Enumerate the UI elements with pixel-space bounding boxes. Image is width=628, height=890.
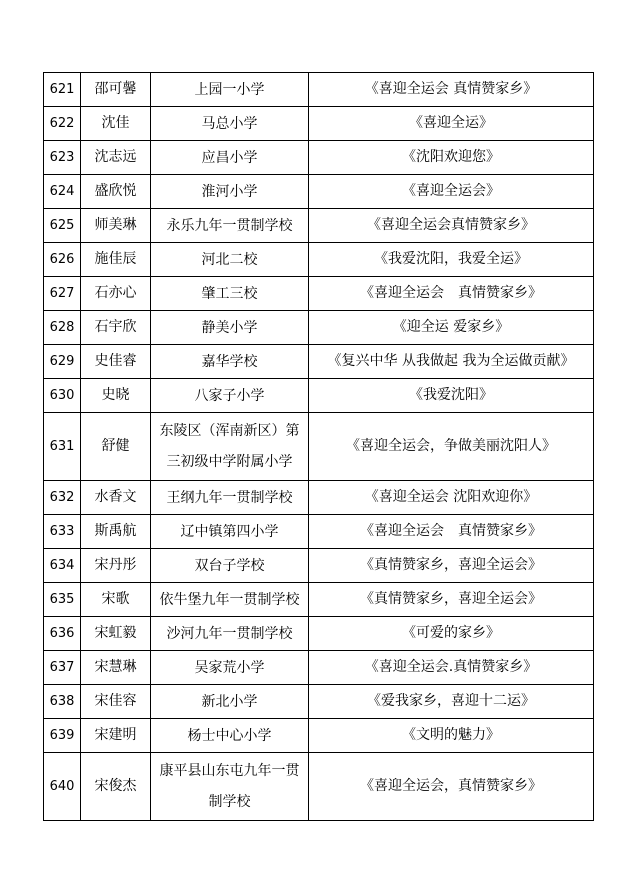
row-number: 628 bbox=[44, 311, 81, 345]
work-title: 《喜迎全运会 真情赞家乡》 bbox=[309, 277, 594, 311]
table-row bbox=[44, 753, 594, 821]
work-title: 《可爱的家乡》 bbox=[309, 617, 594, 651]
school-name: 依牛堡九年一贯制学校 bbox=[151, 583, 309, 617]
row-number: 624 bbox=[44, 175, 81, 209]
work-title: 《文明的魅力》 bbox=[309, 719, 594, 753]
work-title: 《迎全运 爱家乡》 bbox=[309, 311, 594, 345]
row-number: 631 bbox=[44, 413, 81, 481]
roster-table bbox=[43, 72, 594, 821]
school-name: 嘉华学校 bbox=[151, 345, 309, 379]
school-name: 沙河九年一贯制学校 bbox=[151, 617, 309, 651]
row-number: 629 bbox=[44, 345, 81, 379]
school-name: 马总小学 bbox=[151, 107, 309, 141]
student-name: 宋虹毅 bbox=[81, 617, 151, 651]
work-title: 《爱我家乡，喜迎十二运》 bbox=[309, 685, 594, 719]
row-number: 637 bbox=[44, 651, 81, 685]
row-number: 635 bbox=[44, 583, 81, 617]
row-number: 639 bbox=[44, 719, 81, 753]
school-name: 应昌小学 bbox=[151, 141, 309, 175]
student-name: 盛欣悦 bbox=[81, 175, 151, 209]
table-row bbox=[44, 651, 594, 685]
student-name: 宋慧琳 bbox=[81, 651, 151, 685]
student-name: 斯禹航 bbox=[81, 515, 151, 549]
table-row bbox=[44, 345, 594, 379]
work-title: 《喜迎全运会 真情赞家乡》 bbox=[309, 73, 594, 107]
table-row bbox=[44, 685, 594, 719]
table-row bbox=[44, 515, 594, 549]
row-number: 622 bbox=[44, 107, 81, 141]
school-name: 肇工三校 bbox=[151, 277, 309, 311]
school-name: 河北二校 bbox=[151, 243, 309, 277]
school-name: 辽中镇第四小学 bbox=[151, 515, 309, 549]
student-name: 邵可馨 bbox=[81, 73, 151, 107]
work-title: 《喜迎全运会，争做美丽沈阳人》 bbox=[309, 413, 594, 481]
work-title: 《喜迎全运会》 bbox=[309, 175, 594, 209]
school-name: 康平县山东屯九年一贯制学校 bbox=[151, 753, 309, 821]
table-row bbox=[44, 175, 594, 209]
table-row bbox=[44, 481, 594, 515]
work-title: 《喜迎全运会，真情赞家乡》 bbox=[309, 753, 594, 821]
table-row bbox=[44, 719, 594, 753]
table-row bbox=[44, 141, 594, 175]
student-name: 宋丹彤 bbox=[81, 549, 151, 583]
work-title: 《喜迎全运会 真情赞家乡》 bbox=[309, 515, 594, 549]
table-row bbox=[44, 311, 594, 345]
work-title: 《真情赞家乡，喜迎全运会》 bbox=[309, 583, 594, 617]
student-name: 石宇欣 bbox=[81, 311, 151, 345]
table-row bbox=[44, 243, 594, 277]
table-row bbox=[44, 107, 594, 141]
row-number: 621 bbox=[44, 73, 81, 107]
school-name: 新北小学 bbox=[151, 685, 309, 719]
student-name: 舒健 bbox=[81, 413, 151, 481]
student-name: 沈志远 bbox=[81, 141, 151, 175]
work-title: 《喜迎全运会真情赞家乡》 bbox=[309, 209, 594, 243]
row-number: 633 bbox=[44, 515, 81, 549]
school-name: 淮河小学 bbox=[151, 175, 309, 209]
school-name: 双台子学校 bbox=[151, 549, 309, 583]
student-name: 宋建明 bbox=[81, 719, 151, 753]
row-number: 626 bbox=[44, 243, 81, 277]
student-name: 宋佳容 bbox=[81, 685, 151, 719]
student-name: 沈佳 bbox=[81, 107, 151, 141]
work-title: 《喜迎全运会.真情赞家乡》 bbox=[309, 651, 594, 685]
school-name: 东陵区（浑南新区）第三初级中学附属小学 bbox=[151, 413, 309, 481]
work-title: 《喜迎全运》 bbox=[309, 107, 594, 141]
student-name: 史佳睿 bbox=[81, 345, 151, 379]
work-title: 《喜迎全运会 沈阳欢迎你》 bbox=[309, 481, 594, 515]
row-number: 636 bbox=[44, 617, 81, 651]
work-title: 《沈阳欢迎您》 bbox=[309, 141, 594, 175]
school-name: 吴家荒小学 bbox=[151, 651, 309, 685]
row-number: 634 bbox=[44, 549, 81, 583]
table-row bbox=[44, 549, 594, 583]
row-number: 627 bbox=[44, 277, 81, 311]
school-name: 静美小学 bbox=[151, 311, 309, 345]
table-row bbox=[44, 583, 594, 617]
school-name: 上园一小学 bbox=[151, 73, 309, 107]
work-title: 《我爱沈阳》 bbox=[309, 379, 594, 413]
table-row bbox=[44, 617, 594, 651]
row-number: 640 bbox=[44, 753, 81, 821]
student-name: 宋歌 bbox=[81, 583, 151, 617]
table-row bbox=[44, 413, 594, 481]
school-name: 永乐九年一贯制学校 bbox=[151, 209, 309, 243]
row-number: 625 bbox=[44, 209, 81, 243]
row-number: 632 bbox=[44, 481, 81, 515]
work-title: 《真情赞家乡，喜迎全运会》 bbox=[309, 549, 594, 583]
student-name: 师美琳 bbox=[81, 209, 151, 243]
row-number: 623 bbox=[44, 141, 81, 175]
student-name: 宋俊杰 bbox=[81, 753, 151, 821]
row-number: 630 bbox=[44, 379, 81, 413]
table-row bbox=[44, 73, 594, 107]
student-name: 史晓 bbox=[81, 379, 151, 413]
school-name: 八家子小学 bbox=[151, 379, 309, 413]
row-number: 638 bbox=[44, 685, 81, 719]
student-name: 施佳辰 bbox=[81, 243, 151, 277]
work-title: 《我爱沈阳，我爱全运》 bbox=[309, 243, 594, 277]
work-title: 《复兴中华 从我做起 我为全运做贡献》 bbox=[309, 345, 594, 379]
school-name: 王纲九年一贯制学校 bbox=[151, 481, 309, 515]
table-row bbox=[44, 277, 594, 311]
table-row bbox=[44, 379, 594, 413]
student-name: 石亦心 bbox=[81, 277, 151, 311]
school-name: 杨士中心小学 bbox=[151, 719, 309, 753]
table-row bbox=[44, 209, 594, 243]
student-name: 水香文 bbox=[81, 481, 151, 515]
